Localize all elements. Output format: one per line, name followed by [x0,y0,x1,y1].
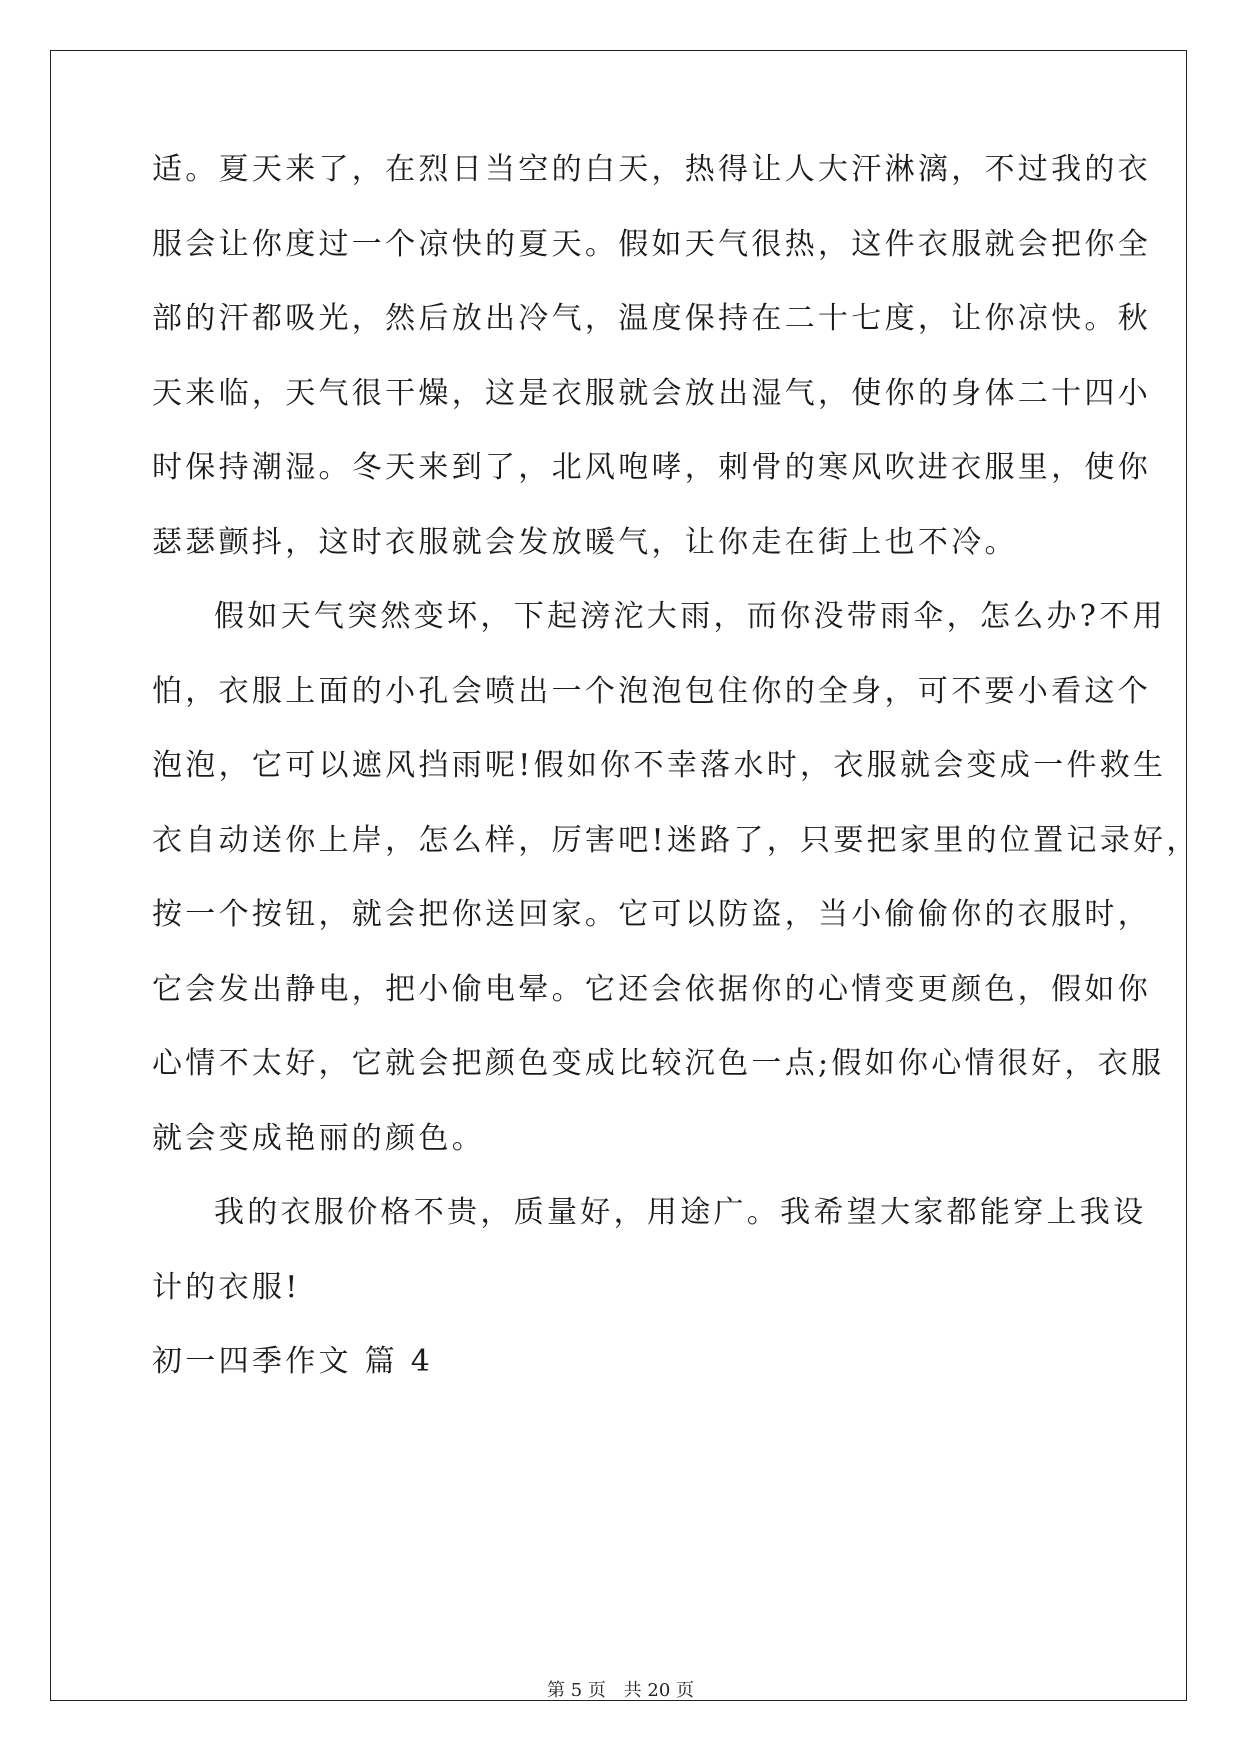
text-line: 泡泡，它可以遮风挡雨呢!假如你不幸落水时，衣服就会变成一件救生 [152,748,1167,783]
text-line: 衣自动送你上岸，怎么样，厉害吧!迷路了，只要把家里的位置记录好， [152,823,1200,858]
text-line: 按一个按钮，就会把你送回家。它可以防盗，当小偷偷你的衣服时， [152,897,1151,932]
text-line: 心情不太好，它就会把颜色变成比较沉色一点;假如你心情很好，衣服 [152,1046,1165,1081]
text-line: 时保持潮湿。冬天来到了，北风咆哮，刺骨的寒风吹进衣服里，使你 [152,450,1151,485]
text-line: 适。夏天来了，在烈日当空的白天，热得让人大汗淋漓，不过我的衣 [152,152,1151,187]
page-total: 共 20 页 [623,1680,694,1701]
text-line: 计的衣服! [152,1270,301,1305]
text-line: 就会变成艳丽的颜色。 [152,1121,485,1156]
page-footer [0,1680,1241,1702]
paragraph-first-line: 我的衣服价格不贵，质量好，用途广。我希望大家都能穿上我设 [214,1195,1147,1230]
text-line: 瑟瑟颤抖，这时衣服就会发放暖气，让你走在街上也不冷。 [152,525,1018,560]
section-heading: 初一四季作文 篇 4 [152,1344,434,1379]
paragraph-first-line: 假如天气突然变坏，下起滂沱大雨，而你没带雨伞，怎么办?不用 [214,599,1166,634]
text-line: 怕，衣服上面的小孔会喷出一个泡泡包住你的全身，可不要小看这个 [152,674,1151,709]
page-number: 第 5 页 [547,1680,606,1701]
text-line: 天来临，天气很干燥，这是衣服就会放出湿气，使你的身体二十四小 [152,376,1151,411]
page-border [50,50,1187,1701]
text-line: 它会发出静电，把小偷电晕。它还会依据你的心情变更颜色，假如你 [152,972,1151,1007]
text-line: 部的汗都吸光，然后放出冷气，温度保持在二十七度，让你凉快。秋 [152,301,1151,336]
text-line: 服会让你度过一个凉快的夏天。假如天气很热，这件衣服就会把你全 [152,227,1151,262]
